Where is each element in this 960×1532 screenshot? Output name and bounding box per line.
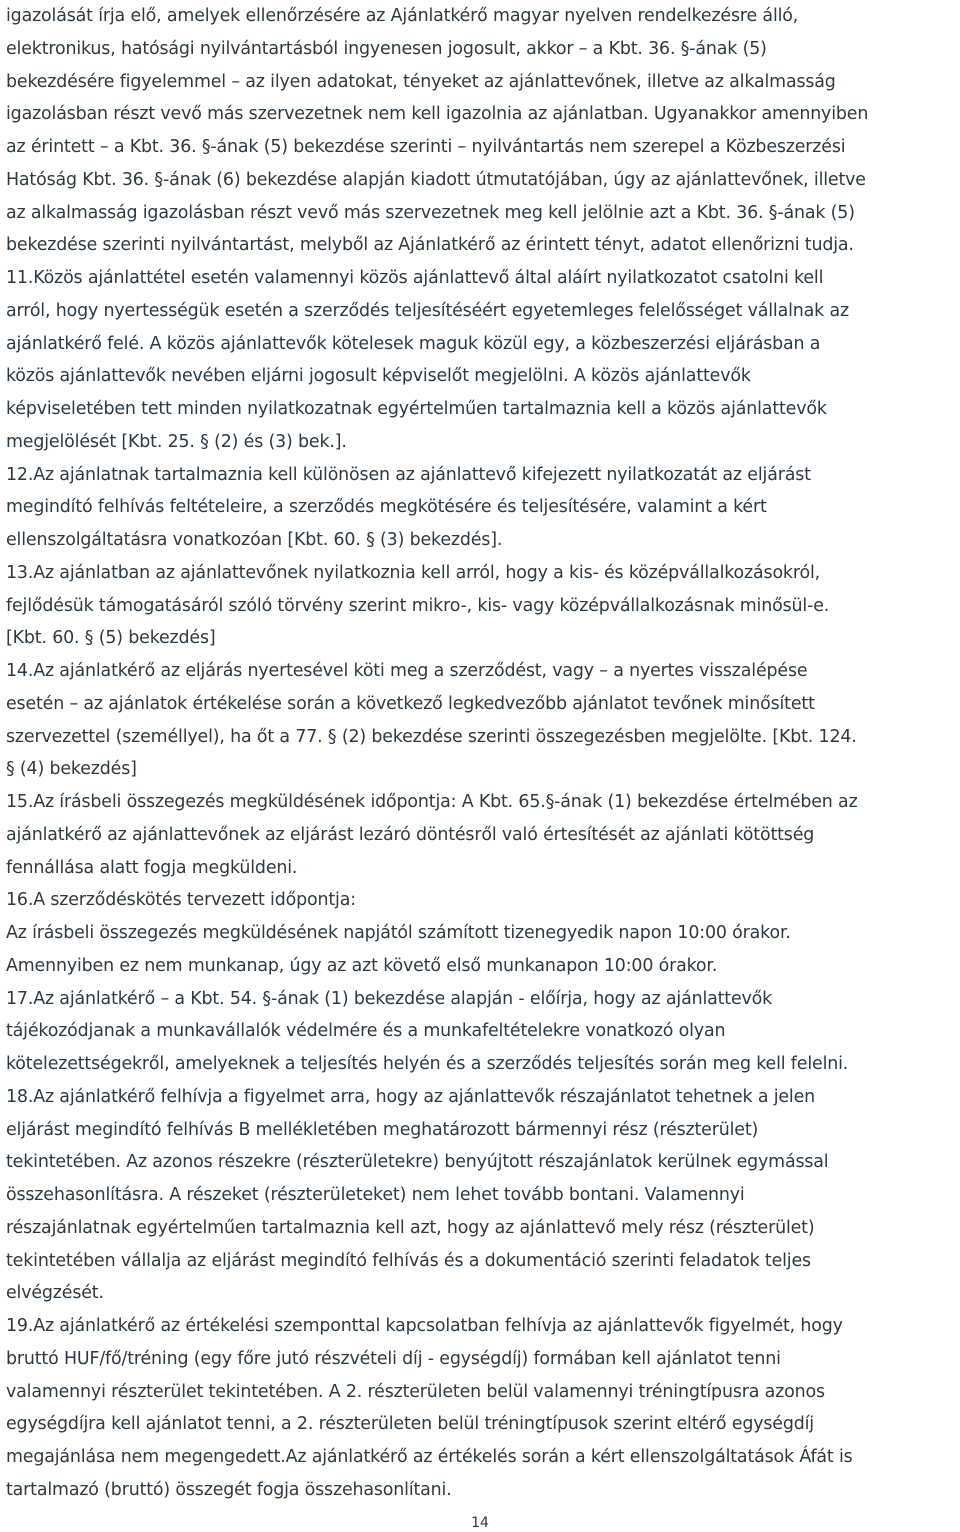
text-line: Amennyiben ez nem munkanap, úgy az azt követő első munkanapon 10:00 órakor. — [6, 955, 718, 976]
text-line: 15.Az írásbeli összegezés megküldésének időpontja: A Kbt. 65.§-ának (1) bekezdése értelmében az — [6, 792, 858, 812]
text-line: az alkalmasság igazolásban részt vevő más szervezetnek meg kell jelölnie azt a Kbt. 36. §-ának (5) — [6, 202, 855, 223]
text-line: szervezettel (személlyel), ha őt a 77. § (2) bekezdése szerinti összegezésben megjelölte. [Kbt. 124. — [6, 726, 857, 747]
text-line: kötelezettségekről, amelyeknek a teljesítés helyén és a szerződés teljesítés során meg kell felelni. — [6, 1054, 849, 1074]
text-line: összehasonlításra. A részeket (részterületeket) nem lehet tovább bontani. Valamennyi — [6, 1185, 745, 1205]
text-line: 17.Az ajánlatkérő – a Kbt. 54. §-ának (1) bekezdése alapján - előírja, hogy az ajánlattevők — [6, 988, 773, 1009]
text-line: fennállása alatt fogja megküldeni. — [6, 857, 298, 878]
text-line: [Kbt. 60. § (5) bekezdés] — [6, 628, 216, 649]
text-line: tájékozódjanak a munkavállalók védelmére és a munkafeltételekre vonatkozó olyan — [6, 1021, 726, 1042]
text-line: 19.Az ajánlatkérő az értékelési szemponttal kapcsolatban felhívja az ajánlattevők figyelmét, hogy — [6, 1316, 843, 1336]
text-line: tartalmazó (bruttó) összegét fogja összehasonlítani. — [6, 1479, 452, 1500]
text-line: elvégzését. — [6, 1283, 104, 1304]
text-line: 11.Közös ajánlattétel esetén valamennyi közös ajánlattevő által aláírt nyilatkozatot csatolni kell — [6, 268, 824, 288]
text-line: az érintett – a Kbt. 36. §-ának (5) bekezdése szerinti – nyilvántartás nem szerepel a Közbeszerzési — [6, 137, 846, 157]
document-body — [6, 0, 954, 1507]
text-line: megjelölését [Kbt. 25. § (2) és (3) bek.]. — [6, 431, 347, 452]
text-line: ajánlatkérő felé. A közös ajánlattevők kötelesek maguk közül egy, a közbeszerzési eljárásban a — [6, 333, 821, 354]
text-line: részajánlatnak egyértelműen tartalmaznia kell azt, hogy az ajánlattevő mely rész (részterület) — [6, 1217, 815, 1238]
text-line: képviseletében tett minden nyilatkozatnak egyértelműen tartalmaznia kell a közös ajánlattevők — [6, 399, 827, 419]
text-line: tekintetében vállalja az eljárást megindító felhívás és a dokumentáció szerinti feladatok teljes — [6, 1250, 811, 1271]
text-line: ajánlatkérő az ajánlattevőnek az eljárást lezáró döntésről való értesítését az ajánlati kötöttség — [6, 824, 815, 845]
text-line: Az írásbeli összegezés megküldésének napjától számított tizenegyedik napon 10:00 órakor. — [6, 923, 791, 943]
text-line: igazolását írja elő, amelyek ellenőrzésére az Ajánlatkérő magyar nyelven rendelkezésre álló, — [6, 6, 799, 26]
text-line: igazolásban részt vevő más szervezetnek nem kell igazolnia az ajánlatban. Ugyanakkor amennyiben — [6, 104, 869, 125]
text-line: bekezdésére figyelemmel – az ilyen adatokat, tényeket az ajánlattevőnek, illetve az alkalmasság — [6, 71, 836, 92]
text-line: tekintetében. Az azonos részekre (részterületekre) benyújtott részajánlatok kerülnek egymással — [6, 1152, 829, 1173]
text-line: közös ajánlattevők nevében eljárni jogosult képviselőt megjelölni. A közös ajánlattevők — [6, 366, 751, 387]
text-line: egységdíjra kell ajánlatot tenni, a 2. részterületen belül tréningtípusok szerint eltérő egységdíj — [6, 1414, 814, 1435]
text-line: Hatóság Kbt. 36. §-ának (6) bekezdése alapján kiadott útmutatójában, úgy az ajánlattevőnek, illetve — [6, 169, 866, 190]
text-line: megajánlása nem megengedett.Az ajánlatkérő az értékelés során a kért ellenszolgáltatások Áfát is — [6, 1447, 853, 1467]
text-line: esetén – az ajánlatok értékelése során a következő legkedvezőbb ajánlatot tevőnek minősített — [6, 693, 815, 714]
text-line: 12.Az ajánlatnak tartalmaznia kell különösen az ajánlattevő kifejezett nyilatkozatát az eljárást — [6, 464, 811, 485]
text-line: 13.Az ajánlatban az ajánlattevőnek nyilatkoznia kell arról, hogy a kis- és középvállalkozásokról, — [6, 562, 821, 583]
text-line: valamennyi részterület tekintetében. A 2. részterületen belül valamennyi tréningtípusra azonos — [6, 1381, 825, 1402]
text-line: 16.A szerződéskötés tervezett időpontja: — [6, 890, 356, 911]
text-line: arról, hogy nyertességük esetén a szerződés teljesítéséért egyetemleges felelősséget vállalnak az — [6, 300, 849, 321]
text-line: fejlődésük támogatásáról szóló törvény szerint mikro-, kis- vagy középvállalkozásnak minősül-e. — [6, 595, 830, 616]
text-line: megindító felhívás feltételeire, a szerződés megkötésére és teljesítésére, valamint a kért — [6, 497, 767, 518]
text-line: bekezdése szerinti nyilvántartást, melyből az Ajánlatkérő az érintett tényt, adatot ellenőrizni tudja. — [6, 235, 854, 256]
page-number: 14 — [471, 1515, 489, 1531]
text-line: 14.Az ajánlatkérő az eljárás nyertesével köti meg a szerződést, vagy – a nyertes visszalépése — [6, 661, 808, 681]
text-line: 18.Az ajánlatkérő felhívja a figyelmet arra, hogy az ajánlattevők részajánlatot tehetnek a jelen — [6, 1086, 816, 1107]
text-line: § (4) bekezdés] — [6, 759, 137, 780]
text-line: eljárást megindító felhívás B mellékletében meghatározott bármennyi rész (részterület) — [6, 1119, 759, 1140]
text-line: ellenszolgáltatásra vonatkozóan [Kbt. 60. § (3) bekezdés]. — [6, 530, 503, 550]
text-line: elektronikus, hatósági nyilvántartásból ingyenesen jogosult, akkor – a Kbt. 36. §-ának (5) — [6, 38, 767, 59]
text-line: bruttó HUF/fő/tréning (egy főre jutó részvételi díj - egységdíj) formában kell ajánlatot tenni — [6, 1348, 781, 1369]
